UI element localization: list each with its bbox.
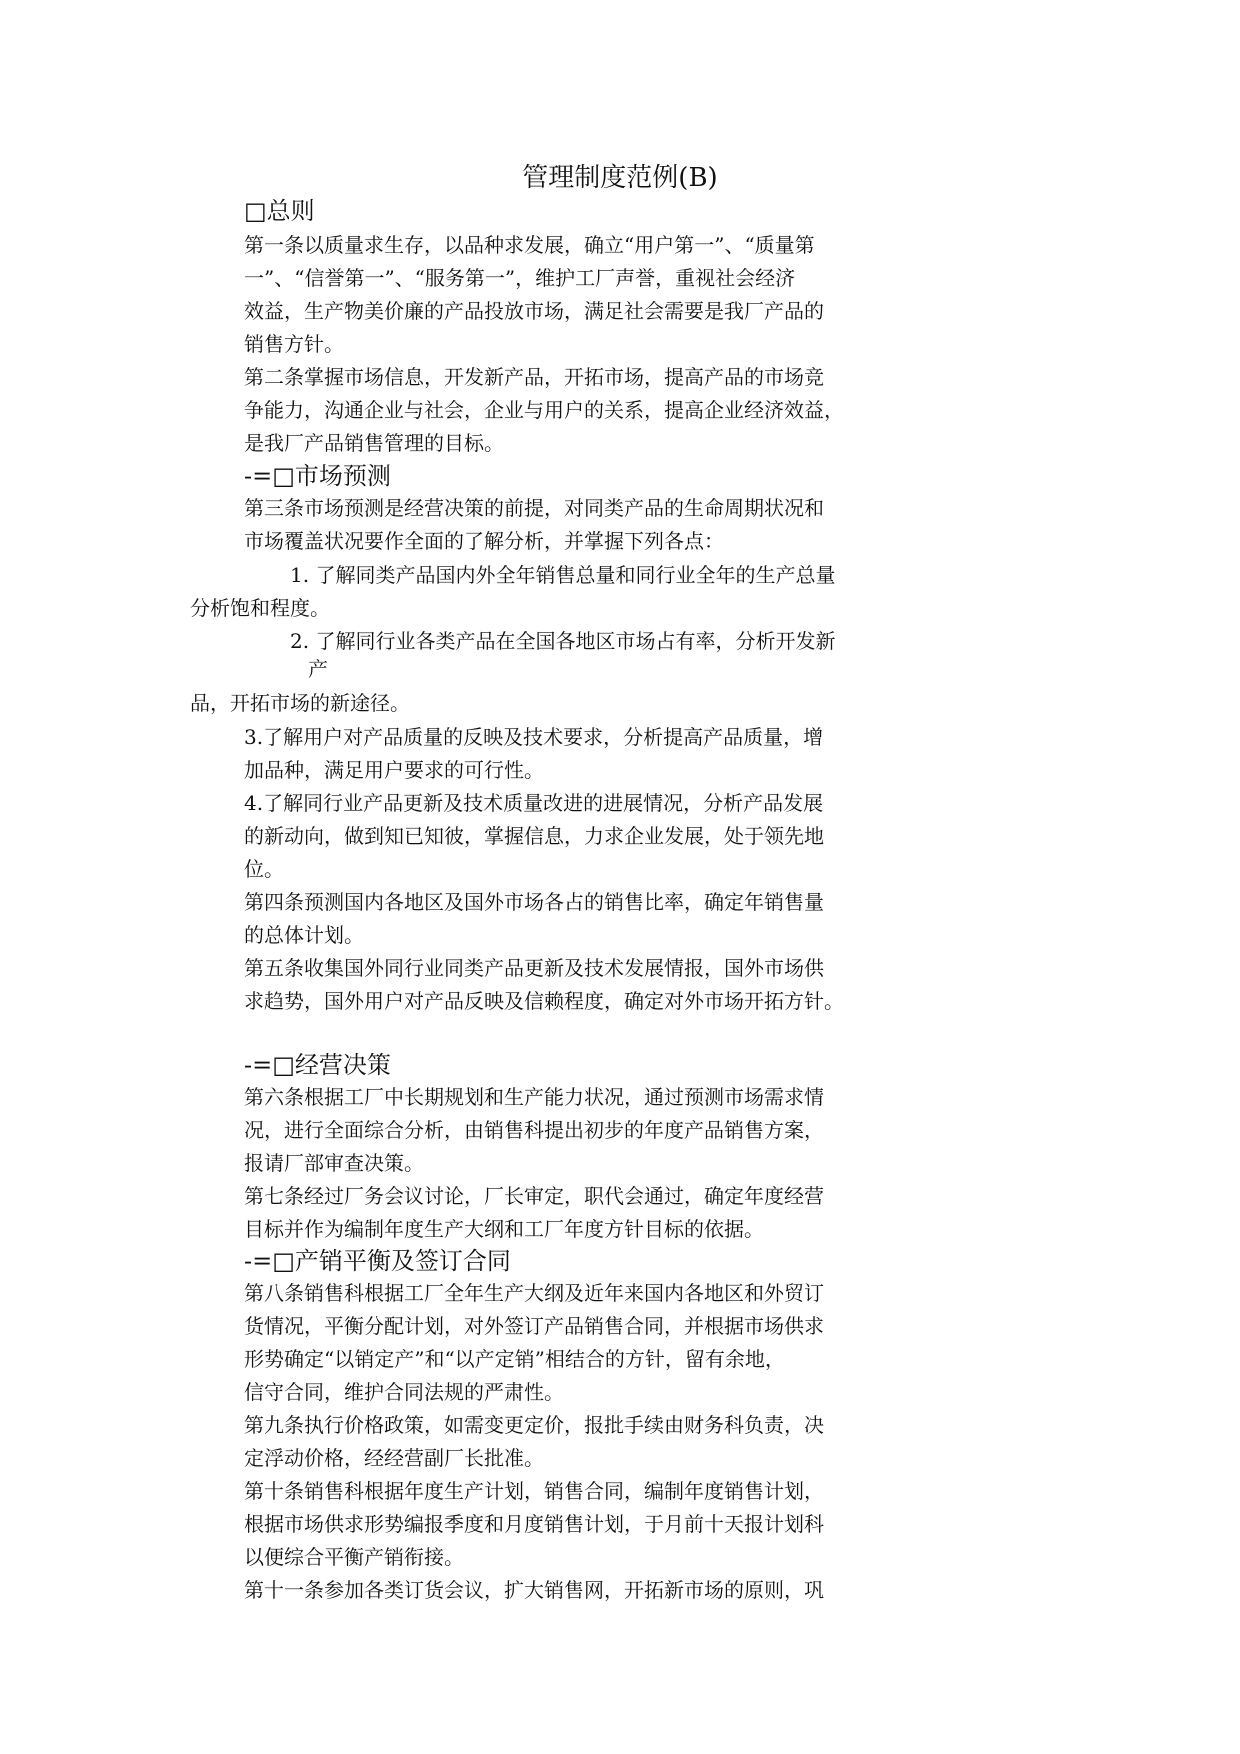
section-heading-general: □总则 bbox=[244, 197, 315, 225]
text-line: 报请厂部审查决策。 bbox=[244, 1151, 424, 1175]
text-line: 分析饱和程度。 bbox=[190, 596, 330, 620]
text-line: 争能力，沟通企业与社会，企业与用户的关系，提高企业经济效益， bbox=[244, 398, 844, 422]
text-line: 第六条根据工厂中长期规划和生产能力状况，通过预测市场需求情 bbox=[244, 1085, 824, 1109]
text-line: 第二条掌握市场信息，开发新产品，开拓市场，提高产品的市场竞 bbox=[244, 365, 824, 389]
text-line: 定浮动价格，经经营副厂长批准。 bbox=[244, 1446, 544, 1470]
text-line: 况，进行全面综合分析，由销售科提出初步的年度产品销售方案， bbox=[244, 1118, 824, 1142]
text-line: 第五条收集国外同行业同类产品更新及技术发展情报，国外市场供 bbox=[244, 956, 824, 980]
text-line: 销售方针。 bbox=[244, 332, 344, 356]
text-line: 第四条预测国内各地区及国外市场各占的销售比率，确定年销售量 bbox=[244, 890, 824, 914]
text-line: 第十一条参加各类订货会议，扩大销售网，开拓新市场的原则，巩 bbox=[244, 1578, 824, 1602]
list-item: 2. 了解同行业各类产品在全国各地区市场占有率，分析开发新 bbox=[290, 629, 836, 653]
text-line: 第一条以质量求生存，以品种求发展，确立“用户第一”、“质量第 bbox=[244, 233, 815, 257]
text-line: 第三条市场预测是经营决策的前提，对同类产品的生命周期状况和 bbox=[244, 496, 824, 520]
text-line: 第八条销售科根据工厂全年生产大纲及近年来国内各地区和外贸订 bbox=[244, 1281, 824, 1305]
section-heading-production-sales-balance: -=□产销平衡及签订合同 bbox=[244, 1247, 511, 1275]
text-line: 第十条销售科根据年度生产计划，销售合同，编制年度销售计划， bbox=[244, 1479, 824, 1503]
text-line: 位。 bbox=[244, 857, 284, 881]
text-line: 市场覆盖状况要作全面的了解分析，并掌握下列各点： bbox=[244, 529, 724, 553]
section-heading-market-forecast: -=□市场预测 bbox=[244, 462, 391, 490]
text-line: 加品种，满足用户要求的可行性。 bbox=[244, 758, 544, 782]
text-line: 形势确定“以销定产”和“以产定销”相结合的方针，留有余地， bbox=[244, 1347, 785, 1371]
list-item: 4.了解同行业产品更新及技术质量改进的进展情况，分析产品发展 bbox=[244, 791, 824, 815]
text-line: 目标并作为编制年度生产大纲和工厂年度方针目标的依据。 bbox=[244, 1217, 764, 1241]
section-heading-business-decision: -=□经营决策 bbox=[244, 1051, 391, 1079]
text-line: 求趋势，国外用户对产品反映及信赖程度，确定对外市场开拓方针。 bbox=[244, 989, 844, 1013]
list-item: 3.了解用户对产品质量的反映及技术要求，分析提高产品质量，增 bbox=[244, 725, 824, 749]
text-line: 的新动向，做到知已知彼，掌握信息，力求企业发展，处于领先地 bbox=[244, 824, 824, 848]
text-line: 一”、“信誉第一”、“服务第一”，维护工厂声誉，重视社会经济 bbox=[244, 266, 796, 290]
text-line: 效益，生产物美价廉的产品投放市场，满足社会需要是我厂产品的 bbox=[244, 299, 824, 323]
text-line: 品，开拓市场的新途径。 bbox=[190, 691, 410, 715]
text-line: 的总体计划。 bbox=[244, 923, 364, 947]
list-item: 1. 了解同类产品国内外全年销售总量和同行业全年的生产总量 bbox=[290, 563, 836, 587]
text-line: 信守合同，维护合同法规的严肃性。 bbox=[244, 1380, 564, 1404]
text-line: 以便综合平衡产销衔接。 bbox=[244, 1545, 464, 1569]
text-line: 第七条经过厂务会议讨论，厂长审定，职代会通过，确定年度经营 bbox=[244, 1184, 824, 1208]
text-line: 第九条执行价格政策，如需变更定价，报批手续由财务科负责，决 bbox=[244, 1413, 824, 1437]
text-line: 根据市场供求形势编报季度和月度销售计划，于月前十天报计划科 bbox=[244, 1512, 824, 1536]
text-line: 是我厂产品销售管理的目标。 bbox=[244, 431, 504, 455]
document-title: 管理制度范例(B) bbox=[522, 163, 718, 193]
text-line: 货情况，平衡分配计划，对外签订产品销售合同，并根据市场供求 bbox=[244, 1314, 824, 1338]
text-line: 产 bbox=[308, 657, 328, 681]
